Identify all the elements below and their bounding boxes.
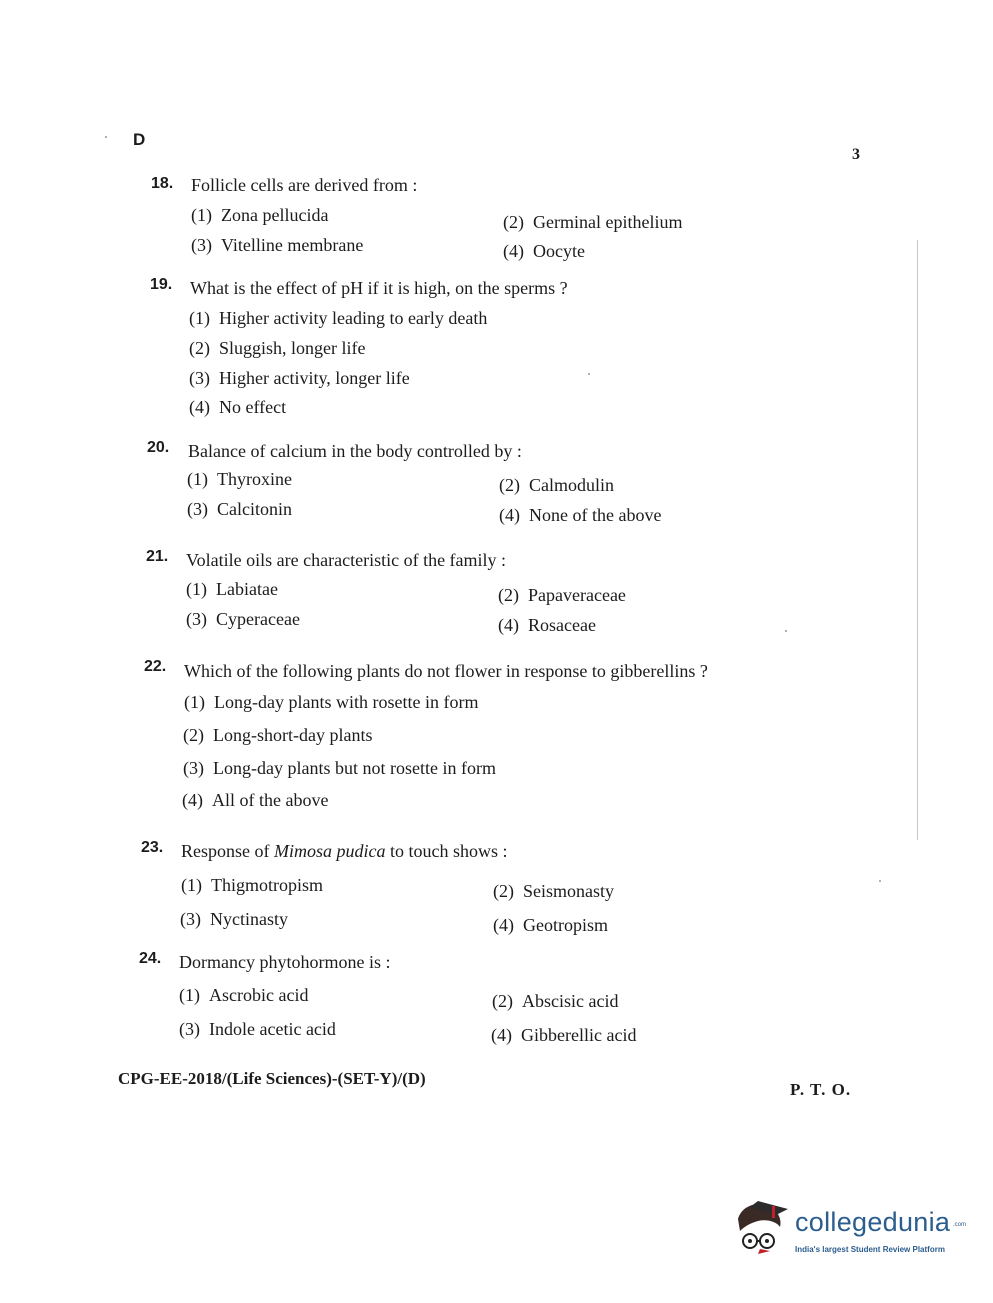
option-text: Long-short-day plants	[213, 725, 373, 745]
option-number: (4)	[182, 790, 203, 810]
option-number: (2)	[189, 338, 210, 358]
mascot-icon	[738, 1201, 788, 1254]
option-text: Sluggish, longer life	[219, 338, 366, 358]
question-text: Balance of calcium in the body controlled by :	[188, 441, 522, 461]
option-number: (4)	[491, 1025, 512, 1045]
option	[184, 692, 478, 713]
option-number: (3)	[180, 909, 201, 929]
page-number: 3	[852, 146, 860, 163]
option-text: Seismonasty	[523, 881, 615, 901]
option-number: (1)	[179, 985, 200, 1005]
option	[189, 338, 366, 359]
option-text: Labiatae	[216, 579, 278, 599]
option-number: (3)	[179, 1019, 200, 1039]
option-text: Cyperaceae	[216, 609, 300, 629]
option-number: (1)	[191, 205, 212, 225]
option	[491, 1025, 636, 1046]
option	[503, 241, 585, 262]
option-text: All of the above	[212, 790, 329, 810]
option-text: Calmodulin	[529, 475, 614, 495]
option	[499, 505, 661, 526]
option-text: Gibberellic acid	[521, 1025, 637, 1045]
option	[186, 609, 300, 630]
option-text: Long-day plants with rosette in form	[214, 692, 479, 712]
question-text-part: to touch shows :	[385, 841, 508, 861]
option-number: (3)	[191, 235, 212, 255]
option-text: Abscisic acid	[522, 991, 619, 1011]
option-number: (2)	[503, 212, 524, 232]
question-number: 22.	[144, 658, 167, 675]
option-text: Nyctinasty	[210, 909, 288, 929]
option-text: Thigmotropism	[211, 875, 323, 895]
option-number: (3)	[186, 609, 207, 629]
option	[493, 881, 614, 902]
question-text: Which of the following plants do not flower in response to gibberellins ?	[184, 661, 708, 681]
logo-tagline: India's largest Student Review Platform	[795, 1245, 945, 1254]
option-text: Higher activity, longer life	[219, 368, 410, 388]
question-number: 23.	[141, 839, 164, 856]
option-number: (4)	[499, 505, 520, 525]
option-text: Germinal epithelium	[533, 212, 683, 232]
question-number: 24.	[139, 950, 162, 967]
option	[499, 475, 614, 496]
paper-code: CPG-EE-2018/(Life Sciences)-(SET-Y)/(D)	[118, 1069, 426, 1088]
option	[191, 205, 328, 226]
option-number: (3)	[187, 499, 208, 519]
option	[498, 615, 596, 636]
option	[492, 991, 618, 1012]
option	[182, 790, 328, 811]
option	[179, 1019, 336, 1040]
logo-domain-suffix: .com	[953, 1222, 967, 1228]
option-text: Thyroxine	[217, 469, 292, 489]
option-text: Rosaceae	[528, 615, 596, 635]
option-text: Higher activity leading to early death	[219, 308, 488, 328]
logo-brand-text: collegedunia	[795, 1207, 951, 1237]
option	[189, 397, 286, 418]
option	[498, 585, 626, 606]
option	[189, 308, 487, 329]
option-number: (1)	[187, 469, 208, 489]
option-text: Long-day plants but not rosette in form	[213, 758, 496, 778]
option	[180, 909, 288, 930]
question-text: Volatile oils are characteristic of the family :	[186, 550, 507, 570]
option	[181, 875, 323, 896]
option-number: (3)	[183, 758, 204, 778]
scan-speck	[105, 136, 107, 138]
scan-speck	[879, 880, 881, 882]
scan-speck	[588, 373, 590, 375]
option-number: (2)	[499, 475, 520, 495]
option-number: (2)	[498, 585, 519, 605]
scan-edge-line	[917, 240, 918, 840]
option-text: Papaveraceae	[528, 585, 626, 605]
option-number: (1)	[181, 875, 202, 895]
option-number: (2)	[492, 991, 513, 1011]
option	[493, 915, 608, 936]
option-text: Oocyte	[533, 241, 585, 261]
option-number: (2)	[493, 881, 514, 901]
question-text: Follicle cells are derived from :	[191, 175, 418, 195]
option-text: Indole acetic acid	[209, 1019, 336, 1039]
question-number: 19.	[150, 276, 173, 293]
option-text: Vitelline membrane	[221, 235, 364, 255]
option-number: (1)	[186, 579, 207, 599]
option-number: (1)	[184, 692, 205, 712]
question-text	[181, 841, 508, 862]
option	[187, 499, 292, 520]
option-text: Geotropism	[523, 915, 608, 935]
option-number: (4)	[189, 397, 210, 417]
pto-label: P. T. O.	[790, 1080, 852, 1099]
question-number: 18.	[151, 175, 174, 192]
option	[186, 579, 278, 600]
option-number: (2)	[183, 725, 204, 745]
scan-speck	[785, 630, 787, 632]
option-number: (1)	[189, 308, 210, 328]
option-text: None of the above	[529, 505, 662, 525]
option	[183, 725, 372, 746]
option-number: (4)	[498, 615, 519, 635]
option	[191, 235, 363, 256]
question-text: What is the effect of pH if it is high, on the sperms ?	[190, 278, 568, 298]
option-text: No effect	[219, 397, 287, 417]
question-text-part: Response of	[181, 841, 274, 861]
option-text: Ascrobic acid	[209, 985, 309, 1005]
option-text: Zona pellucida	[221, 205, 329, 225]
option	[179, 985, 308, 1006]
option	[183, 758, 496, 779]
question-text: Dormancy phytohormone is :	[179, 952, 391, 972]
option-text: Calcitonin	[217, 499, 292, 519]
set-letter: D	[133, 130, 146, 149]
option	[503, 212, 682, 233]
option	[189, 368, 410, 389]
question-number: 20.	[147, 439, 170, 456]
question-number: 21.	[146, 548, 169, 565]
option-number: (3)	[189, 368, 210, 388]
species-name: Mimosa pudica	[274, 841, 386, 861]
option	[187, 469, 292, 490]
option-number: (4)	[503, 241, 524, 261]
option-number: (4)	[493, 915, 514, 935]
